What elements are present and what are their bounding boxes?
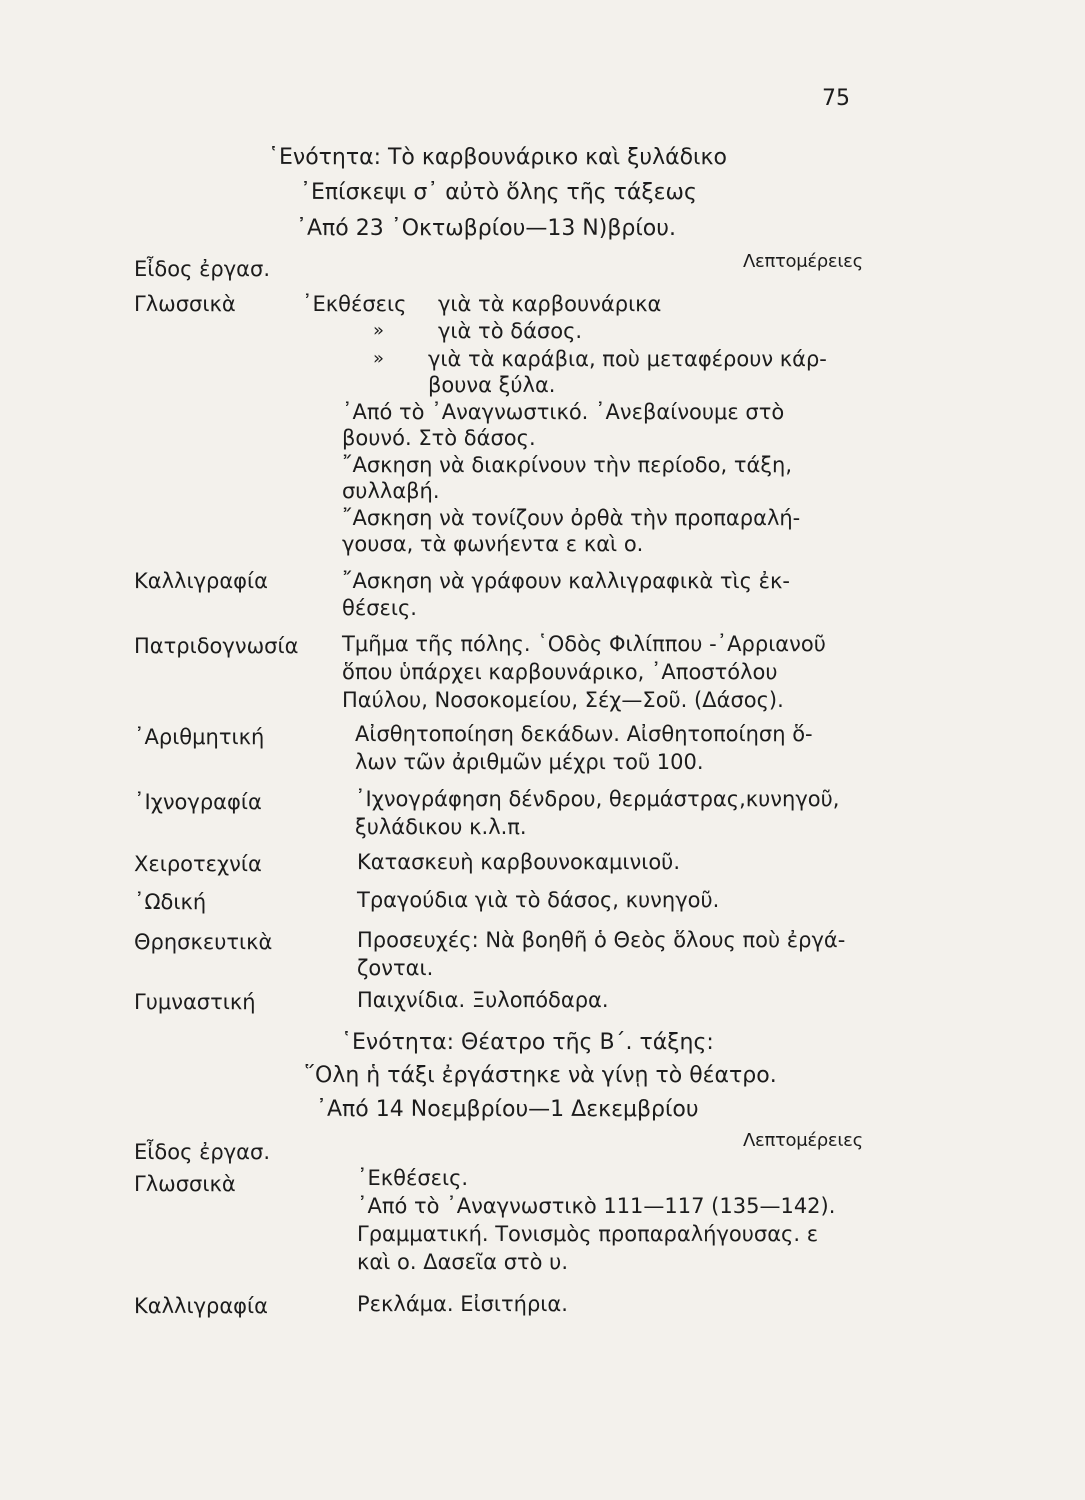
unit2-dates: ᾿Από 14 Νοεμβρίου—1 Δεκεμβρίου bbox=[316, 1097, 699, 1122]
text-line: Παύλου, Νοσοκομείου, Σέχ—Σοῦ. (Δάσος). bbox=[342, 688, 784, 712]
unit2-details-label: Λεπτομέρειες bbox=[743, 1130, 863, 1151]
unit1-glossika-line: ῎Ασκηση νὰ τονίζουν ὀρθὰ τὴν προπαραλή- bbox=[342, 506, 801, 530]
unit2-glossika-label: Γλωσσικὰ bbox=[134, 1172, 236, 1196]
unit1-glossika-line: συλλαβή. bbox=[342, 479, 440, 503]
unit1-cheirotechnia-line: Κατασκευὴ καρβουνοκαμινιοῦ. bbox=[357, 850, 680, 874]
text-line: ᾿Από τὸ ᾿Αναγνωστικὸ 111—117 (135—142). bbox=[357, 1194, 836, 1218]
unit1-ichnografia-label: ᾿Ιχνογραφία bbox=[134, 790, 262, 814]
unit1-thriskeftika-text bbox=[357, 926, 877, 982]
unit1-title: ῾Ενότητα: Τὸ καρβουνάρικο καὶ ξυλάδικο bbox=[268, 145, 727, 170]
unit1-patridognosia-label: Πατριδογνωσία bbox=[134, 634, 299, 658]
unit1-cheirotechnia-label: Χειροτεχνία bbox=[134, 852, 262, 876]
unit1-odiki-label: ᾿Ωδική bbox=[134, 890, 207, 914]
unit1-arithmitiki-text bbox=[355, 720, 875, 776]
text-line: Προσευχές: Νὰ βοηθῆ ὁ Θεὸς ὅλους ποὺ ἐργά- bbox=[357, 928, 846, 952]
unit1-glossika-line: βουνα ξύλα. bbox=[428, 373, 556, 397]
unit1-patridognosia-text bbox=[342, 630, 862, 714]
unit1-ichnografia-text bbox=[355, 785, 875, 841]
unit2-kind-label: Εἶδος ἐργασ. bbox=[134, 1140, 271, 1164]
unit1-dates: ᾿Από 23 ᾿Οκτωβρίου—13 Ν)βρίου. bbox=[296, 216, 676, 241]
text-line: Τμῆμα τῆς πόλης. ῾Οδὸς Φιλίππου -᾿Αρριανοῦ bbox=[342, 632, 826, 656]
unit1-thriskeftika-label: Θρησκευτικὰ bbox=[134, 930, 273, 954]
unit1-kind-label: Εἶδος ἐργασ. bbox=[134, 257, 271, 281]
text-line: λων τῶν ἀριθμῶν μέχρι τοῦ 100. bbox=[355, 750, 704, 774]
unit1-arithmitiki-label: ᾿Αριθμητική bbox=[134, 725, 265, 749]
unit1-glossika-line: ῎Ασκηση νὰ διακρίνουν τὴν περίοδο, τάξη, bbox=[342, 453, 793, 477]
unit1-kalligrafia-line: θέσεις. bbox=[342, 596, 417, 620]
unit1-odiki-line: Τραγούδια γιὰ τὸ δάσος, κυνηγοῦ. bbox=[357, 888, 720, 912]
unit1-subtitle: ᾿Επίσκεψι σ᾿ αὐτὸ ὅλης τῆς τάξεως bbox=[300, 180, 697, 205]
unit2-title: ῾Ενότητα: Θέατρο τῆς Β΄. τάξης: bbox=[341, 1030, 714, 1055]
unit1-glossika-line: ᾿Εκθέσεις bbox=[302, 292, 407, 316]
unit2-kalligrafia-label: Καλλιγραφία bbox=[134, 1294, 268, 1318]
text-line: Γραμματική. Τονισμὸς προπαραλήγουσας. ε bbox=[357, 1222, 819, 1246]
unit1-gymnastiki-label: Γυμναστική bbox=[134, 990, 256, 1014]
unit1-glossika-ditto: » bbox=[373, 348, 385, 369]
unit1-glossika-line: γιὰ τὸ δάσος. bbox=[438, 319, 583, 343]
unit1-glossika-ditto: » bbox=[373, 320, 385, 341]
unit2-glossika-text bbox=[357, 1164, 887, 1276]
unit1-details-label: Λεπτομέρειες bbox=[743, 251, 863, 272]
page-number: 75 bbox=[822, 86, 850, 111]
unit1-glossika-line: βουνό. Στὸ δάσος. bbox=[342, 426, 536, 450]
unit1-gymnastiki-line: Παιχνίδια. Ξυλοπόδαρα. bbox=[357, 988, 609, 1012]
text-line: ζονται. bbox=[357, 956, 434, 980]
unit2-subtitle: ῞Ολη ἡ τάξι ἐργάστηκε νὰ γίνῃ τὸ θέατρο. bbox=[304, 1063, 777, 1088]
text-line: ᾿Εκθέσεις. bbox=[357, 1166, 469, 1190]
text-line: ξυλάδικου κ.λ.π. bbox=[355, 815, 527, 839]
unit2-kalligrafia-line: Ρεκλάμα. Εἰσιτήρια. bbox=[357, 1292, 568, 1316]
unit1-kalligrafia-line: ῎Ασκηση νὰ γράφουν καλλιγραφικὰ τὶς ἐκ- bbox=[342, 569, 790, 593]
unit1-glossika-line: ᾿Από τὸ ᾿Αναγνωστικό. ᾿Ανεβαίνουμε στὸ bbox=[342, 400, 785, 424]
text-line: καὶ ο. Δασεῖα στὸ υ. bbox=[357, 1250, 568, 1274]
unit1-glossika-line: γιὰ τὰ καράβια, ποὺ μεταφέρουν κάρ- bbox=[428, 347, 827, 371]
text-line: ὅπου ὑπάρχει καρβουνάρικο, ᾿Αποστόλου bbox=[342, 660, 778, 684]
unit1-glossika-line: γιὰ τὰ καρβουνάρικα bbox=[438, 292, 662, 316]
unit1-glossika-line: γουσα, τὰ φωνήεντα ε καὶ ο. bbox=[342, 532, 644, 556]
unit1-kalligrafia-label: Καλλιγραφία bbox=[134, 569, 268, 593]
unit1-glossika-label: Γλωσσικὰ bbox=[134, 292, 236, 316]
text-line: ᾿Ιχνογράφηση δένδρου, θερμάστρας,κυνηγοῦ, bbox=[355, 787, 840, 811]
text-line: Αἰσθητοποίηση δεκάδων. Αἰσθητοποίηση ὅ- bbox=[355, 722, 813, 746]
